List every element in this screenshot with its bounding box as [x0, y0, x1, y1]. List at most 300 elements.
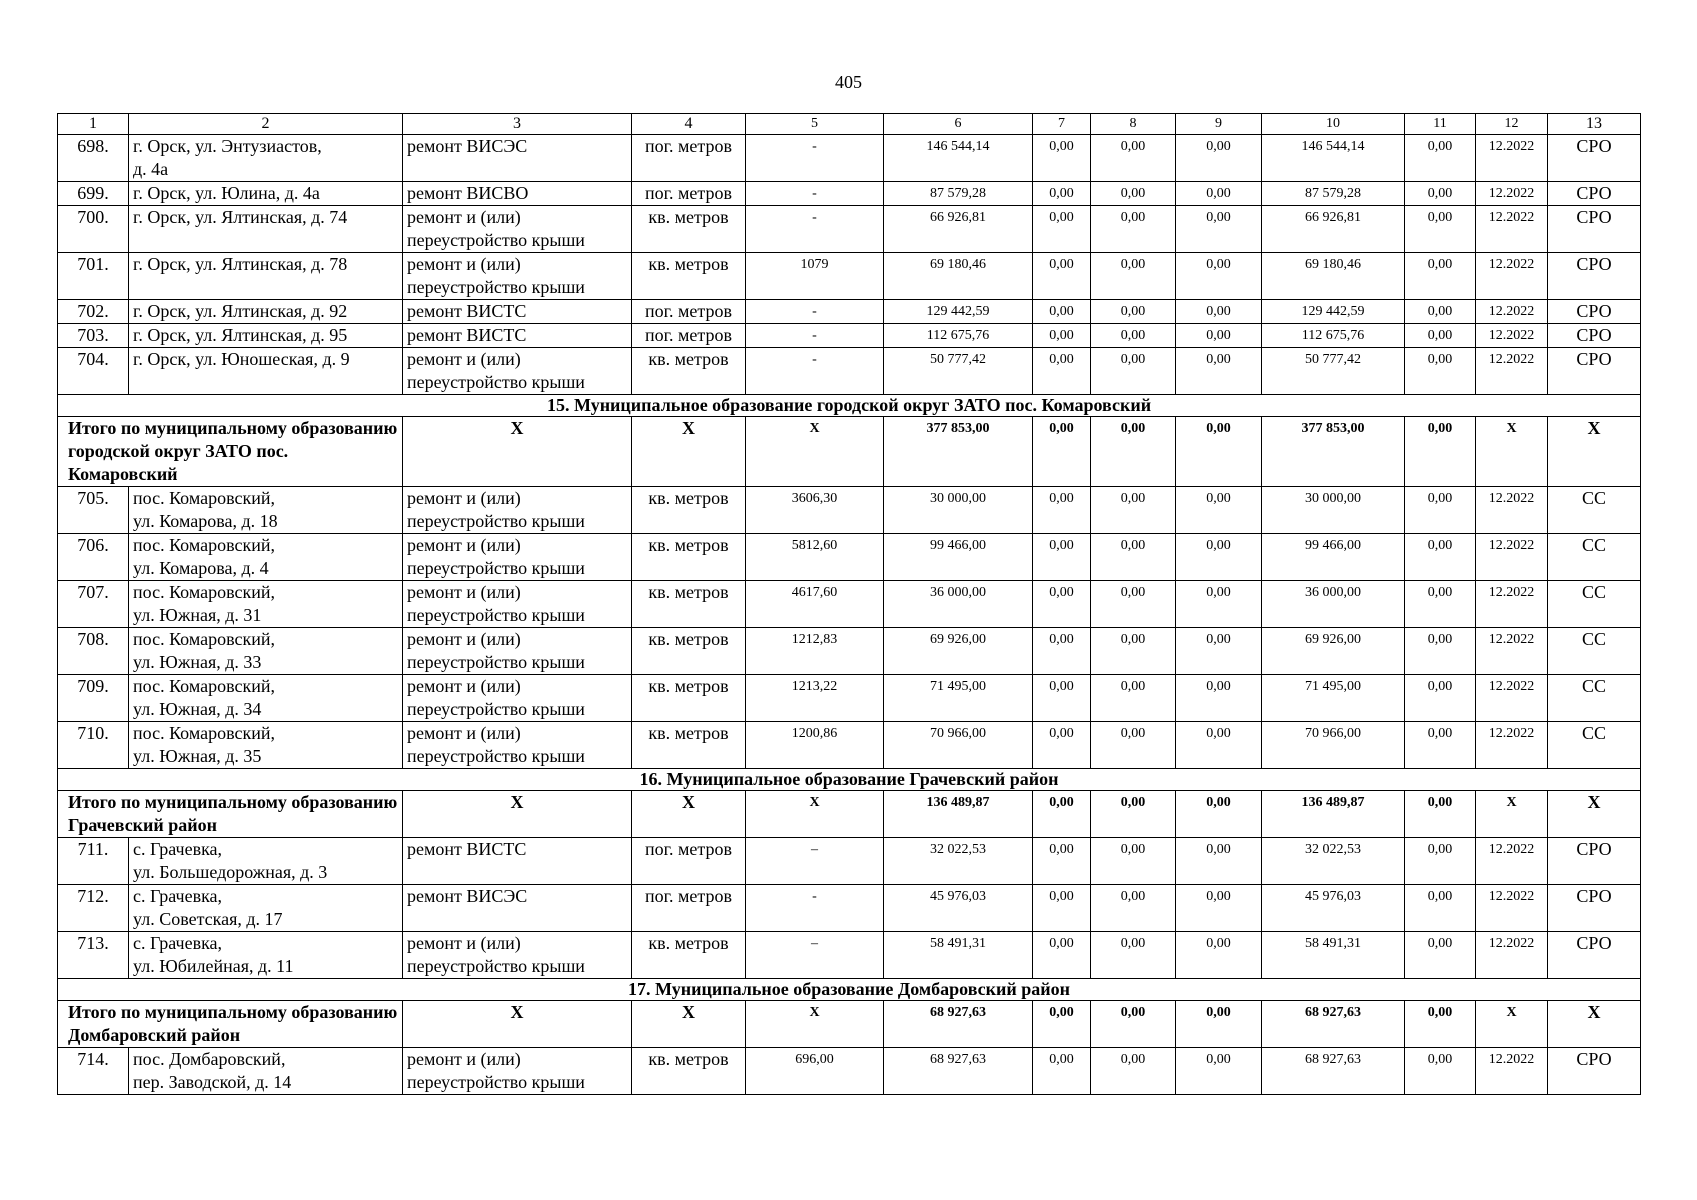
cell-qty: -	[746, 300, 884, 324]
unit-cell: пог. метров	[632, 885, 746, 932]
section-header-row	[58, 395, 1641, 417]
cell-total: 71 495,00	[884, 675, 1033, 722]
method-cell: СС	[1548, 628, 1641, 675]
cell-c11: 0,00	[1405, 722, 1476, 769]
table-row	[58, 675, 1641, 722]
cell-c8: 0,00	[1091, 487, 1176, 534]
unit-cell: пог. метров	[632, 838, 746, 885]
work-type-line-2: переустройство крыши	[407, 746, 585, 766]
cell-total: 129 442,59	[884, 300, 1033, 324]
total-cell-c9: 0,00	[1176, 791, 1262, 838]
total-x-col13: X	[1548, 791, 1641, 838]
cell-c11: 0,00	[1405, 300, 1476, 324]
table-row	[58, 932, 1641, 979]
method-cell: СРО	[1548, 300, 1641, 324]
cell-c9: 0,00	[1176, 722, 1262, 769]
cell-c10: 66 926,81	[1262, 206, 1405, 253]
cell-date: 12.2022	[1476, 300, 1548, 324]
cell-total: 99 466,00	[884, 534, 1033, 581]
address-cell	[129, 675, 403, 722]
total-cell-c10: 136 489,87	[1262, 791, 1405, 838]
row-number: 709.	[58, 675, 129, 722]
work-type-line-2: переустройство крыши	[407, 372, 585, 392]
col-header: 1	[58, 114, 129, 135]
cell-c7: 0,00	[1033, 206, 1091, 253]
work-type-line-1: ремонт и (или)	[407, 1049, 521, 1069]
cell-c8: 0,00	[1091, 534, 1176, 581]
cell-date: 12.2022	[1476, 628, 1548, 675]
work-type-line-1: ремонт и (или)	[407, 629, 521, 649]
work-type-line-1: ремонт и (или)	[407, 535, 521, 555]
row-number: 712.	[58, 885, 129, 932]
unit-cell: кв. метров	[632, 581, 746, 628]
cell-total: 87 579,28	[884, 182, 1033, 206]
unit-cell: кв. метров	[632, 675, 746, 722]
work-type-line-1: ремонт ВИСТС	[407, 839, 527, 859]
total-cell-c10: 377 853,00	[1262, 417, 1405, 487]
row-number: 703.	[58, 324, 129, 348]
cell-c10: 36 000,00	[1262, 581, 1405, 628]
col-header: 10	[1262, 114, 1405, 135]
cell-c11: 0,00	[1405, 182, 1476, 206]
cell-c8: 0,00	[1091, 675, 1176, 722]
cell-date: 12.2022	[1476, 932, 1548, 979]
cell-c9: 0,00	[1176, 675, 1262, 722]
cell-c9: 0,00	[1176, 487, 1262, 534]
work-type-line-1: ремонт ВИСВО	[407, 183, 529, 203]
total-cell-total: 68 927,63	[884, 1001, 1033, 1048]
cell-c8: 0,00	[1091, 722, 1176, 769]
unit-cell: пог. метров	[632, 135, 746, 182]
cell-c7: 0,00	[1033, 932, 1091, 979]
cell-c10: 70 966,00	[1262, 722, 1405, 769]
total-cell-c7: 0,00	[1033, 791, 1091, 838]
method-cell: СРО	[1548, 932, 1641, 979]
total-row	[58, 417, 1641, 487]
method-cell: СРО	[1548, 182, 1641, 206]
total-x-col3: X	[403, 1001, 632, 1048]
cell-qty: 1200,86	[746, 722, 884, 769]
cell-c8: 0,00	[1091, 182, 1176, 206]
cell-total: 36 000,00	[884, 581, 1033, 628]
cell-date: 12.2022	[1476, 253, 1548, 300]
cell-c10: 50 777,42	[1262, 348, 1405, 395]
address-line-1: г. Орск, ул. Ялтинская, д. 92	[133, 301, 348, 321]
cell-qty: 1212,83	[746, 628, 884, 675]
capital-repair-table	[57, 113, 1641, 1095]
cell-date: 12.2022	[1476, 722, 1548, 769]
address-line-1: пос. Комаровский,	[133, 535, 275, 555]
cell-c11: 0,00	[1405, 324, 1476, 348]
total-label: Итого по муниципальному образованию Домбаровский район	[58, 1001, 403, 1048]
address-line-2: ул. Южная, д. 31	[133, 605, 262, 625]
work-type-line-2: переустройство крыши	[407, 1072, 585, 1092]
work-type-cell	[403, 885, 632, 932]
col-header: 12	[1476, 114, 1548, 135]
work-type-cell	[403, 253, 632, 300]
table-row	[58, 487, 1641, 534]
work-type-line-1: ремонт и (или)	[407, 349, 521, 369]
address-line-1: г. Орск, ул. Ялтинская, д. 78	[133, 254, 348, 274]
unit-cell: кв. метров	[632, 253, 746, 300]
section-header-row	[58, 979, 1641, 1001]
work-type-line-1: ремонт ВИСТС	[407, 325, 527, 345]
cell-c7: 0,00	[1033, 534, 1091, 581]
row-number: 704.	[58, 348, 129, 395]
work-type-cell	[403, 206, 632, 253]
cell-c10: 58 491,31	[1262, 932, 1405, 979]
cell-c8: 0,00	[1091, 838, 1176, 885]
address-cell	[129, 932, 403, 979]
table-row	[58, 1048, 1641, 1095]
total-x-col4: X	[632, 417, 746, 487]
cell-c8: 0,00	[1091, 300, 1176, 324]
address-line-1: пос. Комаровский,	[133, 723, 275, 743]
cell-c10: 69 926,00	[1262, 628, 1405, 675]
work-type-line-2: переустройство крыши	[407, 605, 585, 625]
cell-c11: 0,00	[1405, 885, 1476, 932]
cell-c9: 0,00	[1176, 324, 1262, 348]
cell-qty: 3606,30	[746, 487, 884, 534]
work-type-cell	[403, 581, 632, 628]
total-cell-c11: 0,00	[1405, 417, 1476, 487]
work-type-line-2: переустройство крыши	[407, 956, 585, 976]
cell-date: 12.2022	[1476, 135, 1548, 182]
section-title: 15. Муниципальное образование городской округ ЗАТО пос. Комаровский	[58, 395, 1641, 417]
unit-cell: кв. метров	[632, 206, 746, 253]
section-title: 17. Муниципальное образование Домбаровский район	[58, 979, 1641, 1001]
row-number: 706.	[58, 534, 129, 581]
method-cell: СС	[1548, 487, 1641, 534]
cell-qty: -	[746, 348, 884, 395]
address-line-1: г. Орск, ул. Юлина, д. 4а	[133, 183, 320, 203]
method-cell: СС	[1548, 534, 1641, 581]
cell-c8: 0,00	[1091, 885, 1176, 932]
method-cell: СС	[1548, 581, 1641, 628]
cell-c9: 0,00	[1176, 838, 1262, 885]
total-cell-c7: 0,00	[1033, 417, 1091, 487]
method-cell: СРО	[1548, 1048, 1641, 1095]
method-cell: СРО	[1548, 135, 1641, 182]
total-x-col13: X	[1548, 417, 1641, 487]
unit-cell: кв. метров	[632, 534, 746, 581]
cell-total: 45 976,03	[884, 885, 1033, 932]
address-cell	[129, 487, 403, 534]
cell-c11: 0,00	[1405, 932, 1476, 979]
unit-cell: кв. метров	[632, 1048, 746, 1095]
page-number: 405	[835, 72, 862, 92]
address-line-1: с. Грачевка,	[133, 839, 223, 859]
unit-cell: кв. метров	[632, 348, 746, 395]
total-cell-qty: X	[746, 1001, 884, 1048]
work-type-line-1: ремонт и (или)	[407, 582, 521, 602]
address-line-2: ул. Южная, д. 33	[133, 652, 262, 672]
cell-c7: 0,00	[1033, 675, 1091, 722]
cell-c9: 0,00	[1176, 206, 1262, 253]
address-line-2: д. 4а	[133, 159, 169, 179]
cell-c7: 0,00	[1033, 348, 1091, 395]
work-type-line-1: ремонт и (или)	[407, 254, 521, 274]
cell-c9: 0,00	[1176, 932, 1262, 979]
unit-cell: кв. метров	[632, 932, 746, 979]
total-row	[58, 791, 1641, 838]
cell-c11: 0,00	[1405, 581, 1476, 628]
address-cell	[129, 253, 403, 300]
total-row	[58, 1001, 1641, 1048]
cell-c11: 0,00	[1405, 135, 1476, 182]
table-row	[58, 581, 1641, 628]
cell-total: 50 777,42	[884, 348, 1033, 395]
cell-c7: 0,00	[1033, 722, 1091, 769]
cell-c7: 0,00	[1033, 628, 1091, 675]
table-row	[58, 324, 1641, 348]
work-type-line-2: переустройство крыши	[407, 558, 585, 578]
cell-date: 12.2022	[1476, 182, 1548, 206]
cell-total: 30 000,00	[884, 487, 1033, 534]
table-row	[58, 135, 1641, 182]
cell-c10: 45 976,03	[1262, 885, 1405, 932]
address-line-2: ул. Южная, д. 34	[133, 699, 262, 719]
cell-date: 12.2022	[1476, 675, 1548, 722]
cell-c9: 0,00	[1176, 300, 1262, 324]
cell-c7: 0,00	[1033, 300, 1091, 324]
cell-c8: 0,00	[1091, 324, 1176, 348]
cell-c10: 87 579,28	[1262, 182, 1405, 206]
cell-c7: 0,00	[1033, 581, 1091, 628]
total-x-col3: X	[403, 791, 632, 838]
cell-date: 12.2022	[1476, 206, 1548, 253]
cell-date: 12.2022	[1476, 324, 1548, 348]
address-cell	[129, 348, 403, 395]
unit-cell: пог. метров	[632, 182, 746, 206]
row-number: 710.	[58, 722, 129, 769]
unit-cell: кв. метров	[632, 628, 746, 675]
cell-qty: -	[746, 135, 884, 182]
col-header: 2	[129, 114, 403, 135]
address-line-1: г. Орск, ул. Ялтинская, д. 74	[133, 207, 348, 227]
total-cell-c8: 0,00	[1091, 417, 1176, 487]
cell-c7: 0,00	[1033, 885, 1091, 932]
total-cell-c7: 0,00	[1033, 1001, 1091, 1048]
work-type-line-1: ремонт ВИСЭС	[407, 136, 528, 156]
address-cell	[129, 885, 403, 932]
table-row	[58, 722, 1641, 769]
work-type-cell	[403, 182, 632, 206]
total-cell-c9: 0,00	[1176, 1001, 1262, 1048]
total-cell-c11: 0,00	[1405, 791, 1476, 838]
cell-c9: 0,00	[1176, 182, 1262, 206]
col-header: 7	[1033, 114, 1091, 135]
method-cell: СС	[1548, 675, 1641, 722]
work-type-cell	[403, 1048, 632, 1095]
cell-c11: 0,00	[1405, 534, 1476, 581]
cell-c8: 0,00	[1091, 932, 1176, 979]
col-header: 9	[1176, 114, 1262, 135]
cell-c11: 0,00	[1405, 253, 1476, 300]
method-cell: СРО	[1548, 324, 1641, 348]
cell-c8: 0,00	[1091, 135, 1176, 182]
total-x-col4: X	[632, 1001, 746, 1048]
cell-qty: 4617,60	[746, 581, 884, 628]
row-number: 707.	[58, 581, 129, 628]
cell-c7: 0,00	[1033, 1048, 1091, 1095]
cell-c8: 0,00	[1091, 348, 1176, 395]
cell-c10: 69 180,46	[1262, 253, 1405, 300]
total-cell-c8: 0,00	[1091, 1001, 1176, 1048]
cell-c10: 129 442,59	[1262, 300, 1405, 324]
unit-cell: кв. метров	[632, 487, 746, 534]
work-type-cell	[403, 932, 632, 979]
address-cell	[129, 628, 403, 675]
row-number: 702.	[58, 300, 129, 324]
cell-c7: 0,00	[1033, 182, 1091, 206]
method-cell: СРО	[1548, 206, 1641, 253]
total-cell-c9: 0,00	[1176, 417, 1262, 487]
cell-c7: 0,00	[1033, 487, 1091, 534]
total-cell-c11: 0,00	[1405, 1001, 1476, 1048]
col-header: 3	[403, 114, 632, 135]
address-line-2: ул. Советская, д. 17	[133, 909, 283, 929]
cell-qty: –	[746, 932, 884, 979]
cell-c10: 146 544,14	[1262, 135, 1405, 182]
row-number: 714.	[58, 1048, 129, 1095]
address-cell	[129, 135, 403, 182]
col-header: 13	[1548, 114, 1641, 135]
row-number: 708.	[58, 628, 129, 675]
work-type-line-1: ремонт и (или)	[407, 933, 521, 953]
address-line-2: пер. Заводской, д. 14	[133, 1072, 292, 1092]
cell-c10: 99 466,00	[1262, 534, 1405, 581]
cell-c9: 0,00	[1176, 534, 1262, 581]
method-cell: СРО	[1548, 885, 1641, 932]
work-type-line-2: переустройство крыши	[407, 652, 585, 672]
address-cell	[129, 1048, 403, 1095]
method-cell: СРО	[1548, 348, 1641, 395]
cell-total: 69 926,00	[884, 628, 1033, 675]
section-title: 16. Муниципальное образование Грачевский район	[58, 769, 1641, 791]
cell-c11: 0,00	[1405, 206, 1476, 253]
cell-c11: 0,00	[1405, 675, 1476, 722]
table-row	[58, 628, 1641, 675]
address-line-1: пос. Комаровский,	[133, 582, 275, 602]
cell-c11: 0,00	[1405, 1048, 1476, 1095]
table-row	[58, 348, 1641, 395]
work-type-cell	[403, 135, 632, 182]
address-line-1: пос. Комаровский,	[133, 629, 275, 649]
cell-c8: 0,00	[1091, 206, 1176, 253]
row-number: 698.	[58, 135, 129, 182]
total-label: Итого по муниципальному образованию городской округ ЗАТО пос. Комаровский	[58, 417, 403, 487]
total-cell-c8: 0,00	[1091, 791, 1176, 838]
work-type-line-2: переустройство крыши	[407, 511, 585, 531]
total-cell-date: X	[1476, 791, 1548, 838]
cell-total: 58 491,31	[884, 932, 1033, 979]
address-line-1: г. Орск, ул. Энтузиастов,	[133, 136, 322, 156]
method-cell: СС	[1548, 722, 1641, 769]
table-row	[58, 206, 1641, 253]
address-line-2: ул. Комарова, д. 18	[133, 511, 278, 531]
table-row	[58, 534, 1641, 581]
cell-c11: 0,00	[1405, 628, 1476, 675]
cell-c10: 112 675,76	[1262, 324, 1405, 348]
total-cell-qty: X	[746, 791, 884, 838]
work-type-line-1: ремонт и (или)	[407, 676, 521, 696]
cell-c11: 0,00	[1405, 487, 1476, 534]
cell-c7: 0,00	[1033, 838, 1091, 885]
cell-date: 12.2022	[1476, 487, 1548, 534]
unit-cell: кв. метров	[632, 722, 746, 769]
cell-date: 12.2022	[1476, 348, 1548, 395]
cell-total: 68 927,63	[884, 1048, 1033, 1095]
total-x-col3: X	[403, 417, 632, 487]
cell-c9: 0,00	[1176, 581, 1262, 628]
method-cell: СРО	[1548, 838, 1641, 885]
cell-qty: 696,00	[746, 1048, 884, 1095]
cell-total: 146 544,14	[884, 135, 1033, 182]
address-line-1: пос. Комаровский,	[133, 676, 275, 696]
total-x-col13: X	[1548, 1001, 1641, 1048]
cell-date: 12.2022	[1476, 885, 1548, 932]
address-line-2: ул. Южная, д. 35	[133, 746, 262, 766]
total-cell-total: 136 489,87	[884, 791, 1033, 838]
address-line-2: ул. Большедорожная, д. 3	[133, 862, 328, 882]
work-type-line-2: переустройство крыши	[407, 277, 585, 297]
col-header: 4	[632, 114, 746, 135]
address-line-1: с. Грачевка,	[133, 933, 223, 953]
work-type-cell	[403, 722, 632, 769]
address-cell	[129, 300, 403, 324]
cell-qty: 5812,60	[746, 534, 884, 581]
address-cell	[129, 182, 403, 206]
cell-date: 12.2022	[1476, 534, 1548, 581]
work-type-line-1: ремонт и (или)	[407, 207, 521, 227]
address-line-2: ул. Юбилейная, д. 11	[133, 956, 294, 976]
cell-total: 66 926,81	[884, 206, 1033, 253]
work-type-cell	[403, 300, 632, 324]
unit-cell: пог. метров	[632, 300, 746, 324]
address-line-1: пос. Домбаровский,	[133, 1049, 286, 1069]
col-header: 8	[1091, 114, 1176, 135]
cell-date: 12.2022	[1476, 838, 1548, 885]
address-cell	[129, 722, 403, 769]
address-line-2: ул. Комарова, д. 4	[133, 558, 269, 578]
cell-c8: 0,00	[1091, 1048, 1176, 1095]
work-type-cell	[403, 675, 632, 722]
cell-c7: 0,00	[1033, 135, 1091, 182]
cell-c11: 0,00	[1405, 838, 1476, 885]
table-row	[58, 300, 1641, 324]
work-type-line-1: ремонт ВИСТС	[407, 301, 527, 321]
section-header-row	[58, 769, 1641, 791]
cell-qty: –	[746, 838, 884, 885]
row-number: 701.	[58, 253, 129, 300]
total-cell-date: X	[1476, 417, 1548, 487]
cell-c9: 0,00	[1176, 628, 1262, 675]
work-type-line-1: ремонт и (или)	[407, 488, 521, 508]
col-header: 11	[1405, 114, 1476, 135]
cell-c11: 0,00	[1405, 348, 1476, 395]
cell-qty: -	[746, 324, 884, 348]
table-row	[58, 182, 1641, 206]
work-type-cell	[403, 534, 632, 581]
cell-qty: -	[746, 182, 884, 206]
work-type-cell	[403, 487, 632, 534]
unit-cell: пог. метров	[632, 324, 746, 348]
address-line-1: с. Грачевка,	[133, 886, 223, 906]
cell-qty: -	[746, 206, 884, 253]
table-row	[58, 838, 1641, 885]
cell-c10: 68 927,63	[1262, 1048, 1405, 1095]
